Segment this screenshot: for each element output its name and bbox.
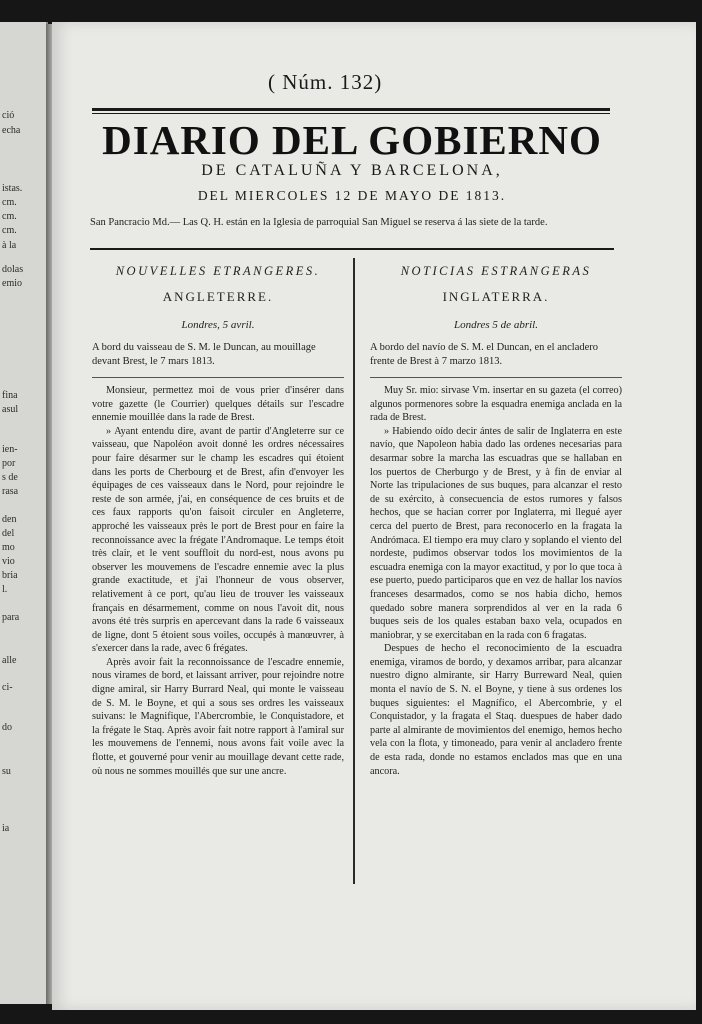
header-rule-top: [92, 108, 610, 111]
adjacent-page-fragment: del: [2, 528, 15, 539]
lede-divider: [370, 377, 622, 378]
adjacent-page-fragment: s de: [2, 472, 18, 483]
country-heading: ANGLETERRE.: [162, 289, 274, 304]
article-paragraph: Muy Sr. mio: sirvase Vm. insertar en su gazeta (el correo) algunos pormenores sobre la esquadra enemiga anclada en la rada de Brest.: [370, 385, 622, 424]
article-paragraph: Après avoir fait la reconnoissance de l'escadre ennemie, nous virames de bord, et laissant arriver, pour rejoindre notre digne amiral, sir Harry Burrard Neal, qui monte le vaisseau de S. M. le Boyne, et qui a sous ses ordres les vaisseaux suivans: le Magnifique, l'Abercrombie, le Conquistadore, et la frégate le Staq. Après avoir fait notre rapport à l'amiral sur les mouvemens de l'ennemi, nous avons fait voile avec la flotte, et gouverné pour venir au mouillage devant cette rade, où nous ne sommes mouillés que sur une ancre.: [92, 656, 344, 777]
article-lede: A bord du vaisseau de S. M. le Duncan, au mouillage devant Brest, le 7 mars 1813.: [92, 342, 316, 367]
header-rule-bottom: [90, 248, 614, 250]
issue-date: DEL MIERCOLES 12 DE MAYO DE 1813.: [197, 188, 507, 203]
article-paragraph: Monsieur, permettez moi de vous prier d'insérer dans votre gazette (le Courrier) quelques détails sur l'escadre ennemie mouillée dans la rade de Brest.: [92, 385, 344, 424]
article-paragraph: » Habiendo oído decir ántes de salir de Inglaterra en este navío, que Napoleon habia dado las ordenes necesarias para desarmar sobre la marcha las escuadras que se hallaban en los puertos de Cherburgo y de Brest, y à fin de enviar al Norte las tripulaciones de sus buques, para alcanzar el resto de su exército, à consecuencia de estos rumores y falsos hechos, que se hacian correr por Inglaterra, mi llegué ayer cerca del puerto de Brest, para reconocerlo en la fragata la Andrómaca. El tiempo era muy claro y soplando el viento del nordeste, pudimos observar todos los movimientos de la escuadra enemiga con la mayor exactitud, y por lo que toca à ese puerto, puedo participaros que en vez de hallar los navíos franceses desarmados, como se nos habia dicho, hemos quedado sobre manera sorprendidos al ver en la rada 6 buques seis de los quales estaban baxo vela, ocupados en maniobrar, y se exercitaban en la rada con 6 fragatas.: [370, 425, 622, 641]
adjacent-page-fragment: cm.: [2, 197, 17, 208]
lede-divider: [92, 377, 344, 378]
article-paragraph: » Ayant entendu dire, avant de partir d'Angleterre sur ce vaisseau, que Napoléon avoit donné les ordres nécessaires pour faire désarmer sur le champ les escadres qui étoient dans les ports de Cherbourg et de Brest, afin d'envoyer les équipages de ces vaisseaux dans le Nord, pour rejoindre le reste de son armée, j'ai, en conséquence de ces bruits et de ces faux rapports qu'on faisoit circuler en Angleterre, approché les vaisseaux près le port de Brest pour en faire la reconnoissance avec la frégate l'Andromaque. Le temps étoit très clair, et le vent souffloit du nord-est, nous avons pu observer les mouvemens de l'escadre ennemie avec la plus grande exactitude, et j'ai l'honneur de vous observer, relativement à ce port, qu'au lieu de trouver les vaisseaux français en désarmement, comme on nous l'avoit dit, nous avons été très surpris en apercevant dans la rade 6 vaisseaux de ligne, dont 5 étoient sous voiles, occupés à manœuvrer, à s'exercer dans la rade, avec 6 frégates.: [92, 425, 344, 655]
adjacent-page-fragment: asul: [2, 404, 19, 415]
adjacent-page-fragment: por: [2, 458, 16, 469]
adjacent-page-fragment: den: [2, 514, 17, 525]
adjacent-page-fragment: ci-: [2, 682, 13, 693]
adjacent-page-fragment: alle: [2, 655, 17, 666]
adjacent-page-fragment: do: [2, 722, 12, 733]
article-paragraph: Despues de hecho el reconocimiento de la escuadra enemiga, viramos de bordo, y dexamos arribar, para alcanzar nuestro digno almirante, sir Harry Burreward Neal, quien monta el navío de S. N. el Boyne, y tiene à sus ordenes los buques siguientes: el Magnífico, el Abercombrie, y el Conquistador, y la fragata el Staq. duespues de haber dado parte al almirante de movimientos del enemigo, hemos hecho vela con la flota, y timoneado, para venir al ancladero frente de esta rada, donde no estamos enclados mas que en una ancora.: [370, 643, 622, 777]
adjacent-page: [0, 22, 48, 1004]
column-divider: [353, 258, 355, 884]
adjacent-page-fragment: à la: [2, 240, 17, 251]
french-column: [92, 264, 344, 778]
section-heading: NOUVELLES ETRANGERES.: [115, 264, 321, 278]
adjacent-page-fragment: ia: [2, 823, 10, 834]
newspaper-page: [52, 22, 696, 1010]
article-lede: A bordo del navío de S. M. el Duncan, en el ancladero frente de Brest à 7 marzo 1813.: [370, 342, 599, 367]
adjacent-page-fragment: mo: [2, 542, 15, 553]
adjacent-page-fragment: su: [2, 766, 11, 777]
adjacent-page-fragment: ien-: [2, 444, 18, 455]
adjacent-page-fragment: l.: [2, 584, 8, 595]
section-heading: NOTICIAS ESTRANGERAS: [400, 264, 592, 278]
adjacent-page-fragment: rasa: [2, 486, 19, 497]
adjacent-page-fragment: bria: [2, 570, 18, 581]
adjacent-page-fragment: vio: [2, 556, 15, 567]
dateline-place: Londres, 5 avril.: [181, 319, 255, 331]
adjacent-page-fragment: para: [2, 612, 20, 623]
religious-notice: San Pancracio Md.— Las Q. H. están en la Iglesia de parroquial San Miguel se reserva á las siete de la tarde.: [90, 217, 548, 228]
adjacent-page-fragment: dolas: [2, 264, 24, 275]
spanish-column: [370, 264, 622, 778]
adjacent-page-fragment: echa: [2, 125, 21, 136]
issue-number: ( Núm. 132): [268, 70, 383, 94]
header-rule-top-thin: [92, 113, 610, 114]
adjacent-page-fragment: fina: [2, 390, 18, 401]
country-heading: INGLATERRA.: [442, 289, 550, 304]
adjacent-page-fragment: emio: [2, 278, 22, 289]
adjacent-page-fragment: cm.: [2, 225, 17, 236]
adjacent-page-fragment: ció: [2, 110, 15, 121]
adjacent-page-fragment: istas.: [2, 183, 23, 194]
masthead-subtitle: DE CATALUÑA Y BARCELONA,: [201, 162, 503, 179]
dateline-place: Londres 5 de abril.: [454, 319, 538, 331]
masthead-title: DIARIO DEL GOBIERNO: [102, 117, 602, 163]
adjacent-page-fragment: cm.: [2, 211, 17, 222]
